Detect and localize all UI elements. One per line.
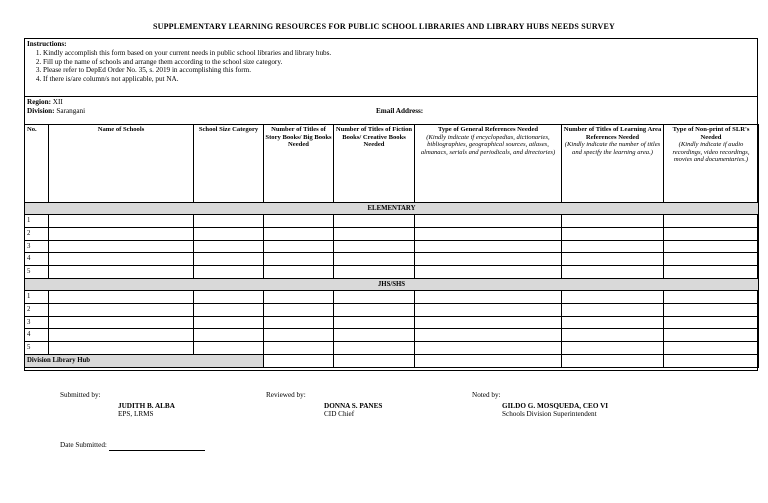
table-row [25, 266, 759, 279]
column-note: (Kindly indicate if encyclopedias, dictionaries, bibliographies, geographical sources, atlases, almanacs, serials and periodicals, and directories) [420, 133, 556, 156]
table-cell[interactable] [49, 303, 194, 316]
noted-by-block [472, 390, 608, 420]
table-cell[interactable] [49, 342, 194, 355]
instruction-item: 2. Fill up the name of schools and arrange them according to the school size category. [43, 58, 331, 67]
table-cell[interactable] [664, 316, 759, 329]
table-cell[interactable] [264, 303, 334, 316]
table-cell[interactable] [264, 253, 334, 266]
section-label: ELEMENTARY [25, 203, 759, 215]
table-cell[interactable] [664, 329, 759, 342]
instructions-list [27, 49, 331, 84]
table-cell[interactable] [415, 354, 562, 367]
row-number: 2 [25, 303, 49, 316]
table-cell[interactable] [194, 342, 264, 355]
row-number: 2 [25, 227, 49, 240]
region-division-block [27, 98, 85, 115]
region-line [27, 98, 85, 107]
table-cell[interactable] [562, 342, 664, 355]
table-cell[interactable] [664, 240, 759, 253]
table-cell[interactable] [334, 342, 415, 355]
table-cell[interactable] [562, 303, 664, 316]
table-cell[interactable] [194, 303, 264, 316]
table-cell[interactable] [415, 329, 562, 342]
table-cell[interactable] [194, 290, 264, 303]
column-header-size-category: School Size Category [194, 125, 264, 203]
instruction-item: 3. Please refer to DepEd Order No. 35, s. 2019 in accomplishing this form. [43, 66, 331, 75]
column-header-non-print: Type of Non-print of SLR's Needed (Kindly indicate if audio recordings, video recordings, movies and documentaries.) [664, 125, 759, 203]
column-header-no: No. [25, 125, 49, 203]
submitted-by-block [60, 390, 175, 420]
column-header-school-name: Name of Schools [49, 125, 194, 203]
noted-name: GILDO G. MOSQUEDA, CEO VI [502, 402, 609, 410]
table-cell[interactable] [562, 253, 664, 266]
submitted-caption: Submitted by: [60, 391, 101, 399]
division-label: Division: [27, 106, 55, 115]
table-cell[interactable] [49, 240, 194, 253]
row-number: 3 [25, 316, 49, 329]
table-cell[interactable] [664, 266, 759, 279]
table-cell[interactable] [194, 227, 264, 240]
row-number: 5 [25, 342, 49, 355]
column-note: (Kindly indicate if audio recordings, video recordings, movies and documentaries.) [672, 141, 750, 164]
instruction-item: 1. Kindly accomplish this form based on your current needs in public school libraries and library hubs. [43, 49, 331, 58]
reviewed-caption: Reviewed by: [266, 391, 306, 399]
table-cell[interactable] [264, 227, 334, 240]
table-row [25, 303, 759, 316]
date-submitted-field[interactable] [109, 443, 205, 451]
table-row [25, 316, 759, 329]
table-cell[interactable] [49, 266, 194, 279]
region-value: XII [52, 98, 63, 106]
email-label: Email Address: [376, 107, 424, 115]
submitted-position: EPS, LRMS [118, 410, 154, 418]
table-cell[interactable] [334, 215, 415, 228]
table-cell[interactable] [264, 354, 334, 367]
table-cell[interactable] [334, 303, 415, 316]
reviewed-name: DONNA S. PANES [324, 402, 383, 410]
table-cell[interactable] [264, 240, 334, 253]
library-hub-row [25, 354, 759, 367]
form-title: SUPPLEMENTARY LEARNING RESOURCES FOR PUBLIC SCHOOL LIBRARIES AND LIBRARY HUBS NEEDS SURVEY [152, 22, 616, 31]
table-cell[interactable] [334, 290, 415, 303]
table-cell[interactable] [562, 354, 664, 367]
table-cell[interactable] [49, 215, 194, 228]
table-cell[interactable] [664, 354, 759, 367]
table-cell[interactable] [194, 215, 264, 228]
table-cell[interactable] [562, 240, 664, 253]
submitted-name: JUDITH B. ALBA [118, 402, 175, 410]
section-header-row [25, 278, 759, 290]
reviewed-position: CID Chief [324, 410, 355, 418]
table-row [25, 290, 759, 303]
table-row [25, 227, 759, 240]
table-row [25, 240, 759, 253]
row-number: 1 [25, 290, 49, 303]
table-header-row [25, 125, 759, 203]
table-cell[interactable] [664, 290, 759, 303]
table-cell[interactable] [334, 316, 415, 329]
table-cell[interactable] [194, 266, 264, 279]
column-header-story-books: Number of Titles of Story Books/ Big Books Needed [264, 125, 334, 203]
divider [24, 96, 758, 97]
column-note: (Kindly indicate the number of titles and specify the learning area.) [564, 141, 661, 156]
date-submitted-label: Date Submitted: [60, 441, 107, 449]
table-cell[interactable] [264, 342, 334, 355]
table-cell[interactable] [415, 266, 562, 279]
table-cell[interactable] [415, 227, 562, 240]
date-submitted-block [60, 440, 205, 451]
column-header-learning-area-references: Number of Titles of Learning Area References Needed (Kindly indicate the number of titles and specify the learning area.) [562, 125, 664, 203]
table-cell[interactable] [194, 240, 264, 253]
noted-caption: Noted by: [472, 391, 501, 399]
section-label: JHS/SHS [25, 278, 759, 290]
table-cell[interactable] [415, 253, 562, 266]
table-cell[interactable] [562, 316, 664, 329]
table-cell[interactable] [49, 227, 194, 240]
table-cell[interactable] [664, 253, 759, 266]
column-header-general-references: Type of General References Needed (Kindly indicate if encyclopedias, dictionaries, bibliographies, geographical sources, atlases, almanacs, serials and periodicals, and directories) [415, 125, 562, 203]
table-cell[interactable] [264, 266, 334, 279]
table-cell[interactable] [194, 316, 264, 329]
table-row [25, 329, 759, 342]
table-cell[interactable] [194, 253, 264, 266]
row-number: 1 [25, 215, 49, 228]
table-cell[interactable] [415, 215, 562, 228]
table-cell[interactable] [49, 316, 194, 329]
section-header-row [25, 203, 759, 215]
table-cell[interactable] [49, 329, 194, 342]
instructions-heading: Instructions: [27, 40, 67, 48]
table-cell[interactable] [562, 266, 664, 279]
division-value: Sarangani [56, 106, 86, 115]
row-number: 5 [25, 266, 49, 279]
division-line [27, 107, 85, 116]
table-cell[interactable] [334, 329, 415, 342]
table-cell[interactable] [562, 290, 664, 303]
table-cell[interactable] [562, 329, 664, 342]
table-cell[interactable] [49, 290, 194, 303]
table-row [25, 342, 759, 355]
row-number: 4 [25, 253, 49, 266]
table-cell[interactable] [49, 253, 194, 266]
table-row [25, 215, 759, 228]
table-cell[interactable] [562, 215, 664, 228]
library-hub-label: Division Library Hub [25, 354, 264, 367]
table-cell[interactable] [664, 342, 759, 355]
instruction-item: 4. If there is/are column/s not applicable, put NA. [43, 75, 331, 84]
table-cell[interactable] [415, 342, 562, 355]
needs-table [24, 124, 759, 368]
reviewed-by-block [266, 390, 382, 420]
table-cell[interactable] [664, 215, 759, 228]
table-row [25, 253, 759, 266]
table-cell[interactable] [562, 227, 664, 240]
table-cell[interactable] [415, 240, 562, 253]
table-cell[interactable] [334, 266, 415, 279]
email-line [376, 107, 423, 115]
table-cell[interactable] [264, 215, 334, 228]
column-header-fiction-books: Number of Titles of Fiction Books/ Creative Books Needed [334, 125, 415, 203]
table-cell[interactable] [415, 290, 562, 303]
table-cell[interactable] [415, 303, 562, 316]
instructions-block [27, 40, 331, 84]
region-label: Region: [27, 98, 51, 106]
row-number: 4 [25, 329, 49, 342]
table-cell[interactable] [264, 316, 334, 329]
table-cell[interactable] [415, 316, 562, 329]
table-cell[interactable] [264, 329, 334, 342]
table-cell[interactable] [664, 303, 759, 316]
table-cell[interactable] [664, 227, 759, 240]
table-cell[interactable] [334, 240, 415, 253]
row-number: 3 [25, 240, 49, 253]
table-cell[interactable] [264, 290, 334, 303]
table-cell[interactable] [334, 227, 415, 240]
noted-position: Schools Division Superintendent [502, 410, 597, 418]
table-cell[interactable] [334, 253, 415, 266]
table-cell[interactable] [194, 329, 264, 342]
table-cell[interactable] [334, 354, 415, 367]
